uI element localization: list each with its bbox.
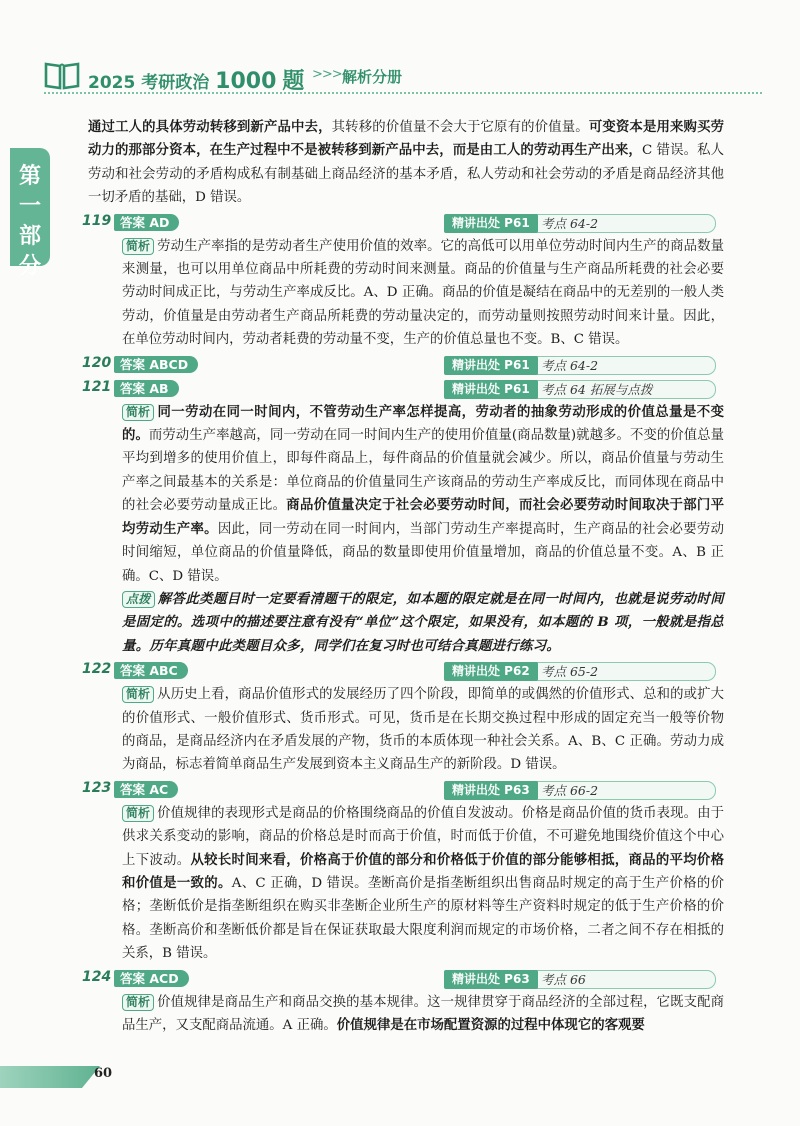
answer-header-121 [82, 378, 724, 400]
answer-header-119 [82, 212, 724, 234]
footer-bar [0, 1066, 100, 1088]
intro-paragraph: 通过工人的具体劳动转移到新产品中去，其转移的价值量不会大于它原有的价值量。可变资本是用来购买劳动力的那部分资本，在生产过程中不是被转移到新产品中去，而是由工人的劳动再生产出来，C 错误。私人劳动和社会劳动的矛盾构成私有制基础上商品经济的基本矛盾，私人劳动和社会劳动的矛盾是商品经济其他一切矛盾的基础，D 错误。 [88, 119, 725, 206]
jianxi-label: 简析 [122, 994, 154, 1011]
explanation-122: 简析 从历史上看，商品价值形式的发展经历了四个阶段，即简单的或偶然的价值形式、总和的或扩大的价值形式、一般价值形式、货币形式。可见，货币是在长期交换过程中形成的固定充当一般等价物的商品，是商品经济内在矛盾发展的产物，货币的本质体现一种社会关系。A、B、C 正确。劳动力成为商品，标志着简单商品生产发展到资本主义商品生产的新阶段。D 错误。 [122, 687, 724, 773]
reference-bar [444, 214, 716, 233]
topic-label: 考点 64-2 [541, 357, 599, 373]
dianbo-label: 点拨 [122, 591, 155, 608]
header-divider [44, 92, 762, 94]
explanation-121: 简析 同一劳动在同一时间内，不管劳动生产率怎样提高，劳动者的抽象劳动形成的价值总量是不变的。而劳动生产率越高，同一劳动在同一时间内生产的使用价值量(商品数量)就越多。不变的价值总量平均到增多的使用价值上，即每件商品上，每件商品的价值量就会减少。所以，商品价值量与劳动生产率之间最基本的关系是：单位商品的价值量同生产该商品的劳动生产率成反比，而同体现在商品中的社会必要劳动量成正比。商品价值量决定于社会必要劳动时间，而社会必要劳动时间取决于部门平均劳动生产率。因此，同一劳动在同一时间内，当部门劳动生产率提高时，生产商品的社会必要劳动时间缩短，单位商品的价值量降低，商品的数量即使用价值量增加，商品的价值总量不变。A、B 正确。C、D 错误。 [122, 403, 725, 584]
jianxi-label: 简析 [122, 686, 154, 703]
question-number: 119 [82, 212, 112, 229]
topic-label: 考点 66 [541, 971, 586, 987]
topic-label: 考点 64-2 [541, 215, 599, 231]
jianxi-label: 简析 [122, 238, 154, 255]
answer-badge: 答案 AD [114, 214, 179, 231]
answer-header-124 [82, 968, 724, 990]
answer-header-122 [82, 660, 724, 682]
page-number: 60 [94, 1066, 113, 1081]
reference-badge: 精讲出处 P61 [444, 214, 538, 233]
answer-badge: 答案 ABC [114, 662, 188, 679]
answer-badge: 答案 AB [114, 380, 179, 397]
chevrons-icon: >>> [312, 67, 342, 82]
explanation-119: 简析 劳动生产率指的是劳动者生产使用价值的效率。它的高低可以用单位劳动时间内生产的商品数量来测量，也可以用单位商品中所耗费的劳动时间来测量。商品的价值量与生产商品所耗费的社会必要劳动时间成正比，与劳动生产率成反比。A、D 正确。商品的价值是凝结在商品中的无差别的一般人类劳动，价值量是由劳动者生产商品所耗费的劳动量决定的，而劳动量则按照劳动时间来计量。因此，在单位劳动时间内，劳动者耗费的劳动量不变，生产的价值总量也不变。B、C 错误。 [122, 238, 724, 348]
topic-label: 考点 66-2 [541, 782, 599, 798]
question-number: 121 [82, 378, 112, 395]
answer-badge: 答案 ACD [114, 970, 189, 987]
explanation-124: 简析 价值规律是商品生产和商品交换的基本规律。这一规律贯穿于商品经济的全部过程，它既支配商品生产，又支配商品流通。A 正确。价值规律是在市场配置资源的过程中体现它的客观要 [122, 994, 724, 1033]
answer-content [82, 116, 725, 1037]
answer-badge: 答案 ABCD [114, 356, 198, 373]
answer-header-120 [82, 354, 724, 376]
reference-badge: 精讲出处 P61 [444, 380, 538, 399]
topic-label: 考点 64 拓展与点拨 [541, 381, 653, 397]
tip-121: 点拨 解答此类题目时一定要看清题干的限定，如本题的限定就是在同一时间内，也就是说劳动时间是固定的。选项中的描述要注意有没有“单位”这个限定，如果没有，如本题的 B 项，一般就是指总量。历年真题中此类题目众多，同学们在复习时也可结合真题进行练习。 [122, 590, 724, 654]
book-subtitle: 解析分册 [342, 68, 403, 86]
section-tab [10, 148, 50, 279]
question-number: 123 [82, 779, 112, 796]
section-tab-label: 第一部分 [18, 164, 41, 279]
reference-badge: 精讲出处 P63 [444, 781, 538, 800]
book-icon [44, 60, 80, 90]
reference-bar [444, 662, 716, 681]
reference-bar [444, 380, 716, 399]
answer-badge: 答案 AC [114, 781, 178, 798]
question-number: 120 [82, 354, 112, 371]
explanation-123: 简析 价值规律的表现形式是商品的价格围绕商品的价值自发波动。价格是商品价值的货币表现。由于供求关系变动的影响，商品的价格总是时而高于价值，时而低于价值，不可避免地围绕价值这个中心上下波动。从较长时间来看，价格高于价值的部分和价格低于价值的部分能够相抵，商品的平均价格和价值是一致的。A、C 正确，D 错误。垄断高价是指垄断组织出售商品时规定的高于生产价格的价格；垄断低价是指垄断组织在购买非垄断企业所生产的原材料等生产资料时规定的低于生产价格的价格。垄断高价和垄断低价都是旨在保证获取最大限度利润而规定的市场价格，二者之间不存在相抵的关系，B 错误。 [122, 805, 725, 962]
page-header [44, 58, 764, 94]
jianxi-label: 简析 [122, 805, 154, 822]
book-title: 2025 考研政治 1000 题 [88, 69, 305, 94]
reference-bar [444, 970, 716, 989]
topic-label: 考点 65-2 [541, 664, 599, 680]
reference-badge: 精讲出处 P63 [444, 970, 538, 989]
question-number: 122 [82, 661, 112, 678]
jianxi-label: 简析 [122, 404, 154, 421]
reference-bar [444, 781, 716, 800]
reference-badge: 精讲出处 P61 [444, 356, 538, 375]
reference-bar [444, 356, 716, 375]
question-number: 124 [82, 968, 112, 985]
reference-badge: 精讲出处 P62 [444, 662, 538, 681]
answer-header-123 [82, 779, 724, 801]
